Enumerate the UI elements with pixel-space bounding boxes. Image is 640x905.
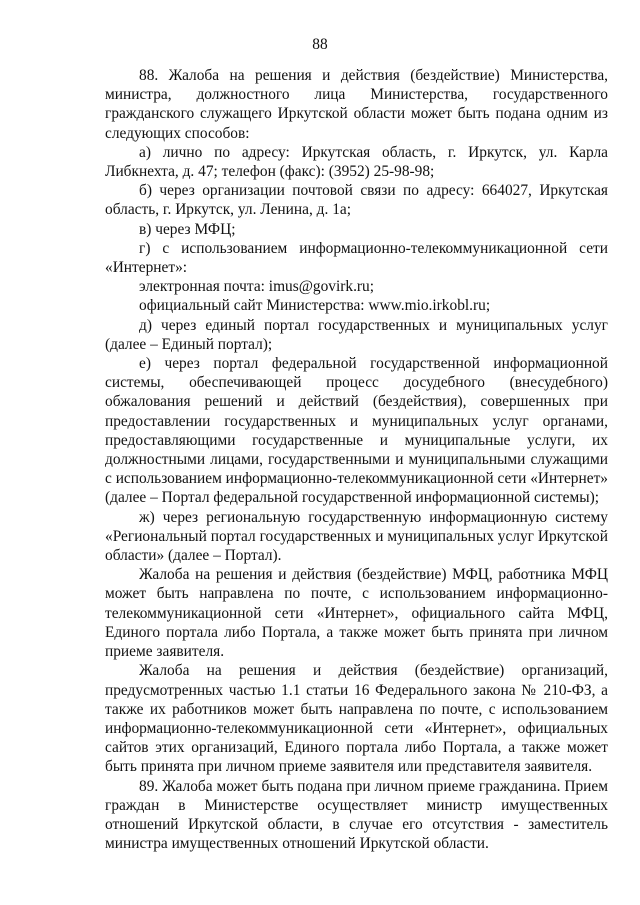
paragraph-organizations-complaint: Жалоба на решения и действия (бездействие) организаций, предусмотренных частью 1.1 статьи 16 Федерального закона № 210-ФЗ, а также их работников может быть направлена по почте, с использованием информационно-телекоммуникационной сети «Интернет», официальных сайтов этих организаций, Единого портала либо Портала, а также может быть принята при личном приеме заявителя или представителя заявителя. (105, 662, 608, 776)
paragraph-88: 88. Жалоба на решения и действия (бездействие) Министерства, министра, должностного лица Министерства, государственного гражданского служащего Иркутской области может быть подана одним из следующих способов: (105, 67, 608, 142)
paragraph-88-zh: ж) через региональную государственную информационную систему «Региональный портал государственных и муниципальных услуг Иркутской области» (далее – Портал). (105, 508, 608, 565)
paragraph-88-e: е) через портал федеральной государственной информационной системы, обеспечивающей процесс досудебного (внесудебного) обжалования решений и действий (бездействия), совершенных при предоставлении государственных и муниципальных услуг органами, предоставляющими государственные и муниципальные услуги, их должностными лицами, государственными и муниципальными служащими с использованием информационно-телекоммуникационной сети «Интернет» (далее – Портал федеральной государственной информационной системы); (105, 355, 608, 507)
paragraph-88-d: д) через единый портал государственных и муниципальных услуг (далее – Единый портал); (105, 316, 608, 353)
website-line: официальный сайт Министерства: www.mio.irkobl.ru; (139, 297, 491, 315)
email-line: электронная почта: imus@govirk.ru; (139, 278, 375, 296)
paragraph-88-a: а) лично по адресу: Иркутская область, г. Иркутск, ул. Карла Либкнехта, д. 47; телефон (факс): (3952) 25-98-98; (105, 143, 608, 181)
paragraph-88-b: б) через организации почтовой связи по адресу: 664027, Иркутская область, г. Иркутск, ул. Ленина, д. 1а; (105, 182, 608, 219)
page-number: 88 (312, 36, 328, 53)
paragraph-89: 89. Жалоба может быть подана при личном приеме гражданина. Прием граждан в Министерстве осуществляет министр имущественных отношений Иркутской области, в случае его отсутствия - заместитель министра имущественных отношений Иркутской области. (105, 777, 608, 853)
paragraph-88-g: г) с использованием информационно-телекоммуникационной сети «Интернет»: (105, 239, 608, 277)
paragraph-88-v: в) через МФЦ; (139, 220, 236, 238)
document-body (105, 66, 608, 853)
paragraph-mfc-complaint: Жалоба на решения и действия (бездействие) МФЦ, работника МФЦ может быть направлена по почте, с использованием информационно-телекоммуникационной сети «Интернет», официального сайта МФЦ, Единого портала либо Портала, а также может быть принята при личном приеме заявителя. (105, 566, 608, 661)
